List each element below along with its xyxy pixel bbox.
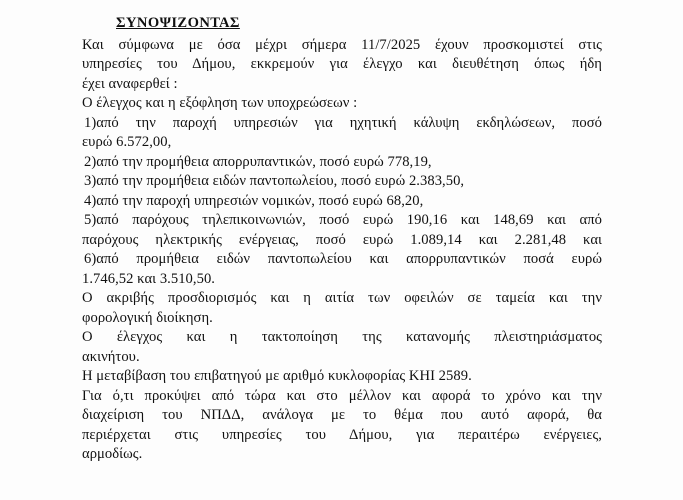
text-line: διαχείριση του ΝΠΔΔ, ανάλογα με το θέμα που αυτό αφορά, θα	[82, 407, 602, 423]
text-line: Ο έλεγχος και η τακτοποίηση της κατανομής πλειστηριάσματος	[82, 329, 602, 345]
text-line: περιέρχεται στις υπηρεσίες του Δήμου, για περαιτέρω ενέργειες,	[82, 426, 602, 443]
text-line: Η μεταβίβαση του επιβατηγού με αριθμό κυκλοφορίας ΚΗΙ 2589.	[82, 368, 472, 384]
document-heading: ΣΥΝΟΨΙΖΟΝΤΑΣ	[116, 15, 240, 31]
text-line: Ο έλεγχος και η εξόφληση των υποχρεώσεων :	[82, 95, 358, 111]
text-line: Ο ακριβής προσδιορισμός και η αιτία των οφειλών σε ταμεία και την	[82, 290, 602, 306]
text-line: Και σύμφωνα με όσα μέχρι σήμερα 11/7/2025 έχουν προσκομιστεί στις	[82, 36, 602, 53]
list-item: 4)από την παροχή υπηρεσιών νομικών, ποσό ευρώ 68,20,	[84, 192, 424, 209]
text-line: ακινήτου.	[82, 348, 140, 365]
text-line: ευρώ 6.572,00,	[82, 134, 172, 150]
list-item: 5)από παρόχους τηλεπικοινωνιών, ποσό ευρώ 190,16 και 148,69 και από	[84, 212, 602, 228]
document-body	[82, 14, 602, 465]
text-line: Για ό,τι προκύψει από τώρα και στο μέλλον και αφορά το χρόνο και την	[82, 387, 602, 404]
list-item: 2)από την προμήθεια απορρυπαντικών, ποσό ευρώ 778,19,	[84, 153, 432, 170]
text-line: παρόχους ηλεκτρικής ενέργειας, ποσό ευρώ 1.089,14 και 2.281,48 και	[82, 231, 602, 248]
text-line: έχει αναφερθεί :	[82, 75, 178, 92]
text-line: 1.746,52 και 3.510,50.	[82, 270, 215, 287]
text-line: φορολογική διοίκηση.	[82, 309, 213, 326]
text-line: αρμοδίως.	[82, 446, 143, 462]
list-item: 3)από την προμήθεια ειδών παντοπωλείου, ποσό ευρώ 2.383,50,	[84, 173, 465, 189]
text-line: υπηρεσίες του Δήμου, εκκρεμούν για έλεγχο και διευθέτηση όπως ήδη	[82, 56, 602, 72]
list-item: 1)από την παροχή υπηρεσιών για ηχητική κάλυψη εκδηλώσεων, ποσό	[84, 114, 602, 131]
list-item: 6)από προμήθεια ειδών παντοπωλείου και απορρυπαντικών ποσά ευρώ	[84, 251, 602, 267]
